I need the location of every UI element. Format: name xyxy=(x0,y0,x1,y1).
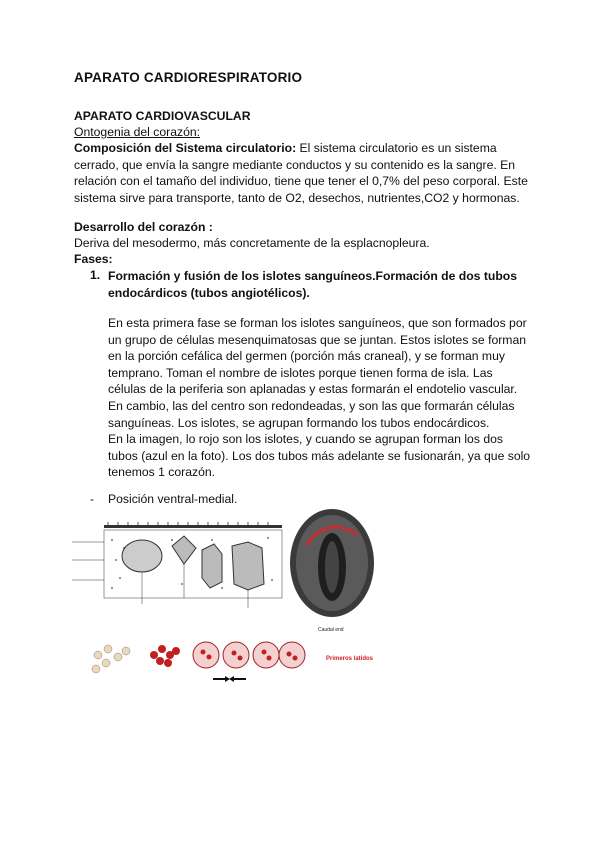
composition-paragraph xyxy=(74,140,532,206)
paragraph-2: En la imagen, lo rojo son los islotes, y cuando se agrupan forman los dos tubos (azul en la foto). Los dos tubos más adelante se fusionarán, ya que solo tenemos 1 corazón. xyxy=(108,432,531,480)
red-label: Primeros latidos xyxy=(326,656,374,662)
phases-heading: Fases: xyxy=(74,252,113,266)
development-heading: Desarrollo del corazón : xyxy=(74,220,213,234)
bullet-text: Posición ventral-medial. xyxy=(108,492,238,506)
composition-label: Composición del Sistema circulatorio: xyxy=(74,141,297,155)
phase-description xyxy=(108,315,533,481)
cell-stages-diagram xyxy=(88,625,388,685)
blood-islands-diagram xyxy=(72,518,287,618)
composition-text: El sistema circulatorio es un sistema cerrado, que envía la sangre mediante conductos y su contenido es la sangre. En relación con el tamaño del individuo, tiene que tener el 0,7% del peso corporal. Este sistema sirve para transporte, tanto de O2, desechos, nutrientes,CO2 y hormonas. xyxy=(74,141,528,205)
bullet-dash: - xyxy=(90,492,95,506)
document-title: APARATO CARDIORESPIRATORIO xyxy=(74,70,303,85)
embryo-label: Caudal end xyxy=(318,627,344,633)
subsection-heading: Ontogenia del corazón: xyxy=(74,125,201,139)
development-text: Deriva del mesodermo, más concretamente de la esplacnopleura. xyxy=(74,236,430,250)
list-item-number: 1. xyxy=(90,268,101,282)
section-heading: APARATO CARDIOVASCULAR xyxy=(74,109,251,123)
paragraph-1: En esta primera fase se forman los islotes sanguíneos, que son formados por un grupo de células mesenquimatosas que se juntan. Estos islotes se forman en la porción cefálica del germen (porción más craneal), y se forman muy temprano. Toman el nombre de islotes porque tienen forma de isla. Las células de la periferia son aplanadas y estas formarán el endotelio vascular. En cambio, las del centro son redondeadas, y son las que formarán células sanguíneas. Los islotes, se agrupan formando los tubos endocárdicos. xyxy=(108,316,527,430)
embryo-image xyxy=(288,505,388,635)
list-item-title: Formación y fusión de los islotes sanguíneos.Formación de dos tubos endocárdicos (tubos angiotélicos). xyxy=(108,269,518,300)
